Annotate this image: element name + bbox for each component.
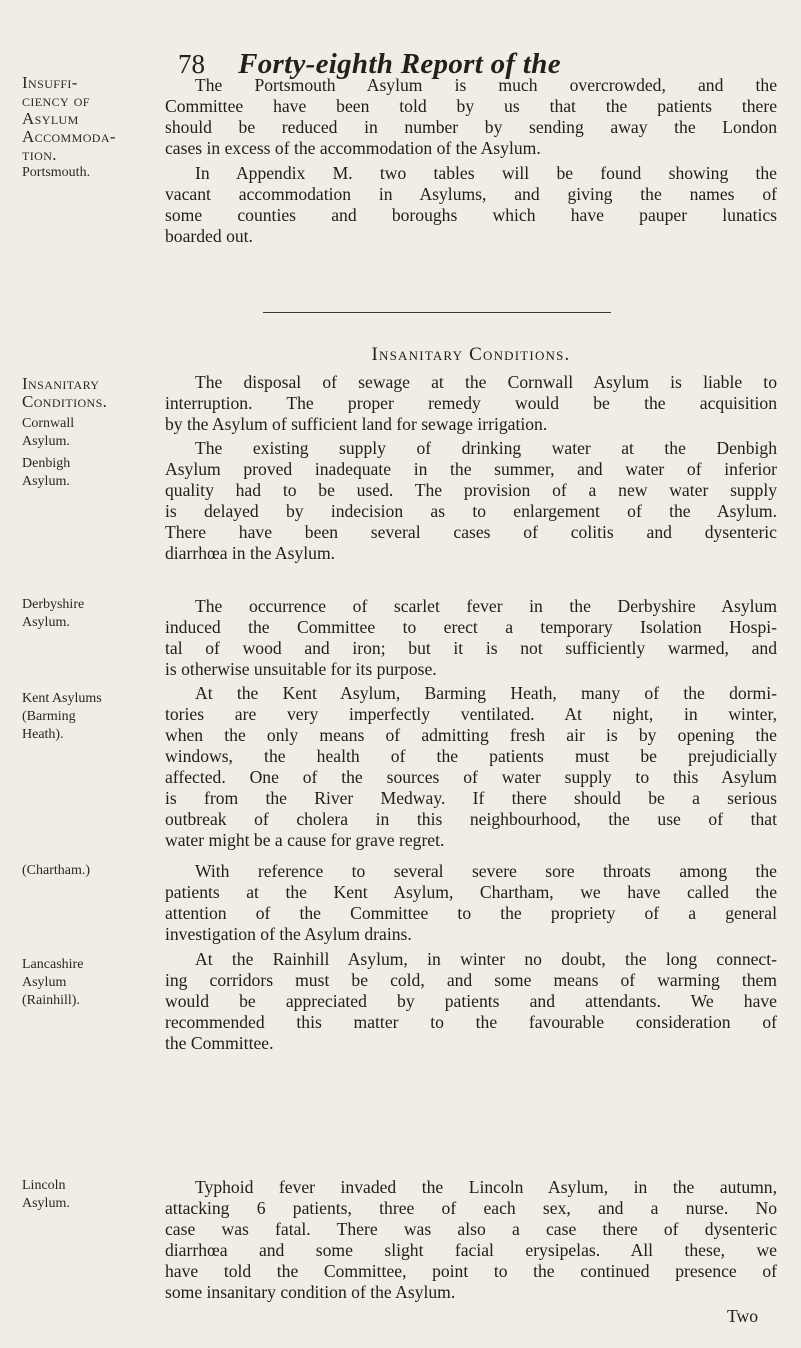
- text-line: is otherwise unsuitable for its purpose.: [165, 659, 437, 679]
- margin-note-line: tion.: [22, 145, 57, 164]
- text-line: investigation of the Asylum drains.: [165, 924, 412, 944]
- margin-note-derbyshire: [22, 596, 157, 632]
- text-line: Asylum proved inadequate in the summer, and water of inferior: [165, 459, 777, 479]
- text-line: In Appendix M. two tables will be found showing the: [195, 163, 777, 183]
- margin-note-line: Insuffi-: [22, 73, 78, 92]
- text-line: diarrhœa in the Asylum.: [165, 543, 336, 563]
- paragraph-chartham: [165, 861, 777, 945]
- text-line: affected. One of the sources of water supply to this Asylum: [165, 767, 777, 787]
- text-line: some counties and boroughs which have pauper lunatics: [165, 205, 777, 225]
- margin-note-rainhill: [22, 956, 157, 1010]
- text-line: when the only means of admitting fresh air is by opening the: [165, 725, 777, 745]
- margin-note-kent-barming: [22, 690, 157, 744]
- text-line: by the Asylum of sufficient land for sewage irrigation.: [165, 414, 548, 434]
- margin-note-line: Portsmouth.: [22, 165, 91, 180]
- text-line: Typhoid fever invaded the Lincoln Asylum, in the autumn,: [195, 1177, 777, 1197]
- text-line: The Portsmouth Asylum is much overcrowded, and the: [195, 75, 777, 95]
- margin-note-line: Asylum.: [22, 474, 70, 489]
- page-number: 78: [178, 49, 205, 79]
- paragraph-portsmouth: [165, 75, 777, 159]
- text-line: the Committee.: [165, 1033, 274, 1053]
- section-heading: Insanitary Conditions.: [371, 344, 571, 365]
- margin-note-line: Asylum.: [22, 434, 70, 449]
- margin-note-line: Asylum: [22, 109, 79, 128]
- margin-note-line: Asylum.: [22, 615, 70, 630]
- text-line: windows, the health of the patients must be prejudicially: [165, 746, 777, 766]
- text-line: attention of the Committee to the propriety of a general: [165, 903, 777, 923]
- margin-note-line: Kent Asylums: [22, 691, 102, 706]
- text-line: interruption. The proper remedy would be the acquisition: [165, 393, 777, 413]
- margin-note-line: Lancashire: [22, 957, 84, 972]
- margin-note-line: (Chartham.): [22, 863, 91, 878]
- section-divider: [263, 312, 611, 313]
- text-line: is from the River Medway. If there should be a serious: [165, 788, 777, 808]
- margin-note-line: (Barming: [22, 709, 76, 724]
- text-line: vacant accommodation in Asylums, and giving the names of: [165, 184, 777, 204]
- margin-note-line: (Rainhill).: [22, 993, 80, 1008]
- margin-note-line: Cornwall: [22, 416, 75, 431]
- text-line: The disposal of sewage at the Cornwall Asylum is liable to: [195, 372, 777, 392]
- margin-note-chartham: [22, 862, 157, 880]
- text-line: There have been several cases of colitis and dysenteric: [165, 522, 777, 542]
- text-line: diarrhœa and some slight facial erysipelas. All these, we: [165, 1240, 777, 1260]
- margin-note-lincoln: [22, 1177, 157, 1213]
- margin-note-line: Denbigh: [22, 456, 71, 471]
- paragraph-cornwall: [165, 372, 777, 435]
- text-line: induced the Committee to erect a temporary Isolation Hospi-: [165, 617, 777, 637]
- text-line: outbreak of cholera in this neighbourhood, the use of that: [165, 809, 777, 829]
- margin-note-line: Asylum: [22, 975, 67, 990]
- text-line: cases in excess of the accommodation of the Asylum.: [165, 138, 541, 158]
- text-line: water might be a cause for grave regret.: [165, 830, 445, 850]
- catchword: Two: [727, 1306, 759, 1326]
- paragraph-denbigh: [165, 438, 777, 564]
- paragraph-appendix-m: [165, 163, 777, 247]
- margin-note-line: Accommoda-: [22, 127, 116, 146]
- text-line: case was fatal. There was also a case there of dysenteric: [165, 1219, 777, 1239]
- text-line: have told the Committee, point to the continued presence of: [165, 1261, 777, 1281]
- text-line: some insanitary condition of the Asylum.: [165, 1282, 456, 1302]
- text-line: recommended this matter to the favourable consideration of: [165, 1012, 777, 1032]
- margin-note-line: Derbyshire: [22, 597, 85, 612]
- text-line: Committee have been told by us that the patients there: [165, 96, 777, 116]
- paragraph-rainhill: [165, 949, 777, 1054]
- paragraph-lincoln: [165, 1177, 777, 1303]
- margin-note-line: Heath).: [22, 727, 64, 742]
- text-line: is delayed by indecision as to enlargement of the Asylum.: [165, 501, 777, 521]
- margin-note-line: ciency of: [22, 91, 90, 110]
- text-line: At the Kent Asylum, Barming Heath, many of the dormi-: [195, 683, 777, 703]
- paragraph-derbyshire: [165, 596, 777, 680]
- margin-note-line: Lincoln: [22, 1178, 66, 1193]
- text-line: should be reduced in number by sending away the London: [165, 117, 777, 137]
- text-line: With reference to several severe sore throats among the: [195, 861, 777, 881]
- text-line: The existing supply of drinking water at the Denbigh: [195, 438, 777, 458]
- margin-note-line: Insanitary: [22, 374, 100, 393]
- text-line: quality had to be used. The provision of a new water supply: [165, 480, 777, 500]
- running-title: Forty-eighth Report of the: [238, 48, 561, 80]
- text-line: patients at the Kent Asylum, Chartham, we have called the: [165, 882, 777, 902]
- text-line: The occurrence of scarlet fever in the Derbyshire Asylum: [195, 596, 777, 616]
- text-line: would be appreciated by patients and attendants. We have: [165, 991, 777, 1011]
- text-line: attacking 6 patients, three of each sex, and a nurse. No: [165, 1198, 777, 1218]
- text-line: tories are very imperfectly ventilated. At night, in winter,: [165, 704, 777, 724]
- text-line: boarded out.: [165, 226, 253, 246]
- text-line: tal of wood and iron; but it is not sufficiently warmed, and: [165, 638, 777, 658]
- margin-note-line: Conditions.: [22, 392, 108, 411]
- text-line: At the Rainhill Asylum, in winter no doubt, the long connect-: [195, 949, 777, 969]
- margin-note-line: Asylum.: [22, 1196, 70, 1211]
- margin-note-portsmouth: [22, 74, 157, 182]
- text-line: ing corridors must be cold, and some means of warming them: [165, 970, 777, 990]
- margin-note-cornwall-denbigh: [22, 375, 157, 491]
- paragraph-kent-barming: [165, 683, 777, 851]
